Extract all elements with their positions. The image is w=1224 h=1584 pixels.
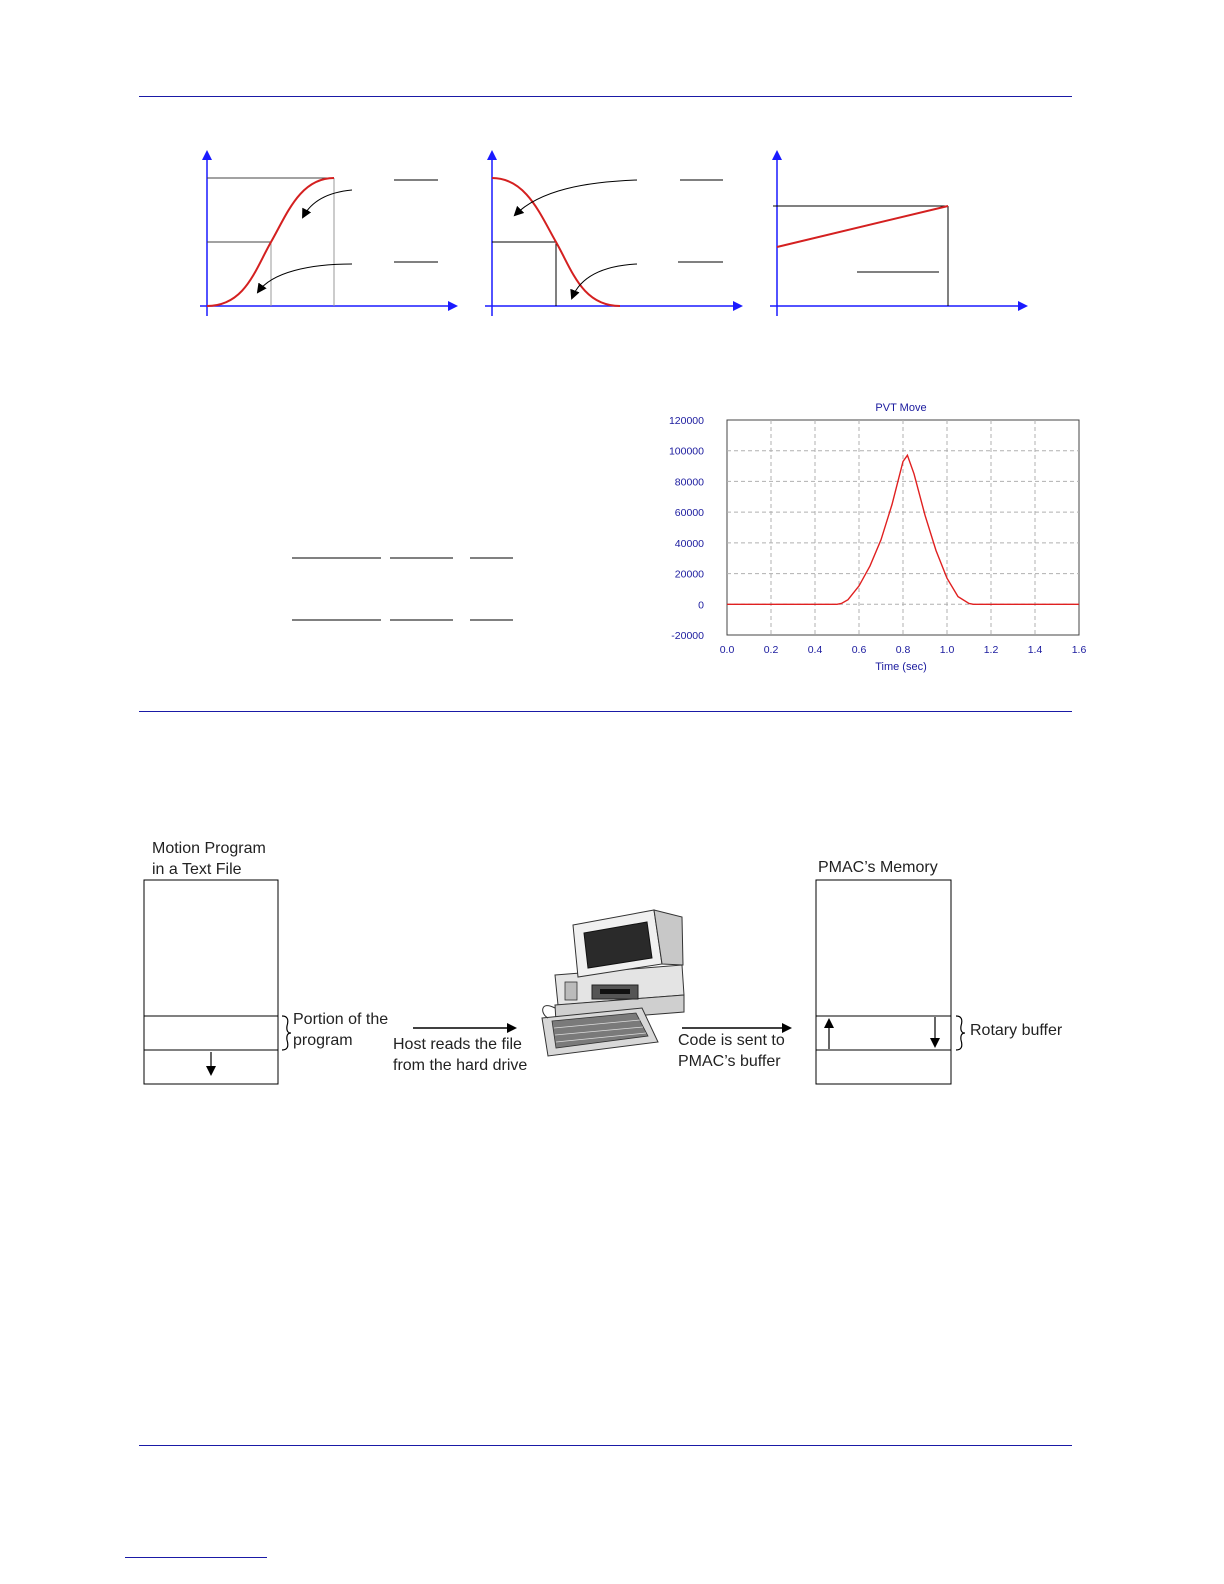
pvt-y-tick-label: 0: [698, 599, 704, 612]
pmac-memory-box: [816, 880, 951, 1084]
host-label-line2: from the hard drive: [393, 1057, 528, 1074]
host-label-line1: Host reads the file: [393, 1036, 522, 1053]
pvt-y-tick-label: 100000: [668, 445, 704, 458]
text-file-label-line2: in a Text File: [152, 861, 242, 878]
pvt-x-tick-label: 0.0: [719, 644, 735, 656]
pvt-move-chart: [669, 402, 1086, 673]
graph2-arrow-upper: [515, 180, 637, 215]
pvt-y-tick-label: 20000: [674, 568, 704, 581]
pvt-x-tick-labels: [720, 644, 1087, 656]
pvt-x-tick-label: 1.2: [983, 644, 999, 656]
pvt-x-tick-label: 0.8: [895, 644, 911, 656]
pvt-y-tick-label: 120000: [668, 415, 704, 427]
code-label-line1: Code is sent to: [678, 1032, 785, 1049]
position-profile-graph: [200, 152, 456, 316]
pvt-y-tick-label: 60000: [674, 507, 704, 520]
pvt-y-tick-labels: [669, 415, 704, 642]
portion-label-line1: Portion of the: [293, 1011, 389, 1028]
host-computer-illustration: [542, 910, 684, 1056]
graph1-arrow-upper: [303, 190, 352, 217]
rotary-buffer-diagram: [144, 840, 1063, 1084]
graph2-arrow-lower: [572, 264, 637, 298]
pmac-memory-label: PMAC’s Memory: [818, 859, 938, 876]
pvt-x-tick-label: 0.6: [851, 644, 867, 656]
pvt-chart-title: PVT Move: [875, 402, 927, 414]
rotary-brace: [956, 1016, 965, 1050]
pvt-x-tick-label: 1.0: [939, 644, 955, 656]
text-file-label-line1: Motion Program: [152, 840, 266, 857]
portion-label-line2: program: [293, 1032, 353, 1049]
pvt-y-tick-label: 40000: [674, 537, 704, 550]
velocity-profile-graph: [485, 152, 741, 316]
pvt-y-tick-label: 80000: [674, 476, 704, 489]
pvt-y-tick-label: -20000: [671, 630, 704, 642]
pvt-x-tick-label: 0.2: [763, 644, 779, 656]
rotary-buffer-label: Rotary buffer: [970, 1022, 1063, 1039]
equation-fraction-rules: [292, 558, 513, 620]
graph3-ramp: [777, 206, 948, 247]
pvt-x-tick-label: 0.4: [807, 644, 823, 656]
pvt-x-tick-label: 1.6: [1071, 644, 1087, 656]
code-label-line2: PMAC’s buffer: [678, 1053, 781, 1070]
portion-brace: [282, 1016, 291, 1050]
graph1-arrow-lower: [258, 264, 352, 292]
acceleration-profile-graph: [770, 152, 1026, 316]
pvt-x-axis-label: Time (sec): [875, 661, 927, 673]
pvt-x-tick-label: 1.4: [1027, 644, 1043, 656]
